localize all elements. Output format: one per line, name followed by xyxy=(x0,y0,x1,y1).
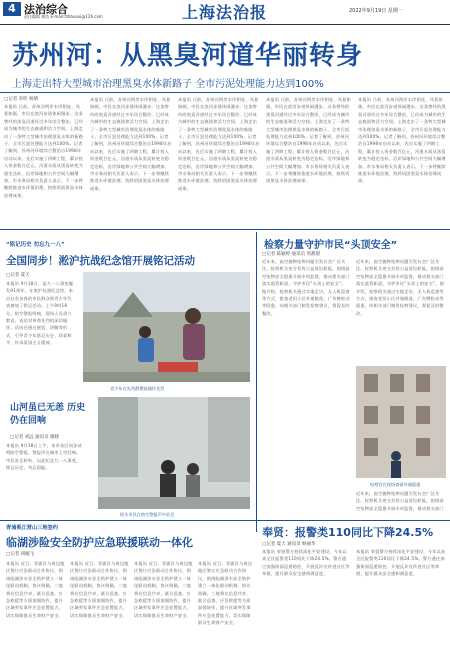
fraud-body-col2: 本报讯 奉贤警方持续深化平安建设，今年以来全区报警类110同比下降24.5%。警方通过加强街面巡逻防控、开展反诈宣传进社区等举措，提升群众安全感和满意度。 xyxy=(356,549,446,577)
masthead xyxy=(0,0,450,25)
lead-body-col2: 本报讯 日前，苏州河两岸水岸相连、风景如画，市民在滨河步道休闲漫步。这条曾经的黑臭河道经过多年综合整治，已经成为城市的生态廊道和活力空间。上海走出了一条特大型城市治理黑臭水体的新路子，全市污泥处理能力达到100%。记者了解到，苏州河环境综合整治自1998年启动以来，先后实施了四期工程，累计投入资金数百亿元，河道水质从黑臭转变为稳定达标，沿岸绿地和公共空间大幅增加。市水务局相关负责人表示，下一步将继续推进水环境治理，持续巩固黑臭水体治理成果。 xyxy=(90,97,172,191)
ww-byline: □记者 夏天 xyxy=(6,273,30,278)
inspect-body-col2: 近年来，高空抛物坠物问题引发社会广泛关注。检察机关充分发挥公益诉讼职能，围绕高空坠物安全隐患开展专项监督，推动相关部门落实监管职责，守护市民“头顶上的安全”。据介绍，检察机关通过实地走访、无人机巡查等方式，排查老旧小区外墙脱落、广告牌松动等隐患，向相关部门制发检察建议，督促及时整改。 xyxy=(356,259,445,316)
lead-byline: □记者 章昕 杨婧 xyxy=(4,97,39,102)
ww-kicker: “铭记历史 勿忘九一八” xyxy=(6,242,65,248)
lead-body-col4: 本报讯 日前，苏州河两岸水岸相连、风景如画，市民在滨河步道休闲漫步。这条曾经的黑臭河道经过多年综合整治，已经成为城市的生态廊道和活力空间。上海走出了一条特大型城市治理黑臭水体的新路子，全市污泥处理能力达到100%。记者了解到，苏州河环境综合整治自1998年启动以来，先后实施了四期工程，累计投入资金数百亿元，河道水质从黑臭转变为稳定达标，沿岸绿地和公共空间大幅增加。市水务局相关负责人表示，下一步将继续推进水环境治理，持续巩固黑臭水体治理成果。 xyxy=(266,97,351,184)
alarm-byline: □记者 刘远 通讯员 谢晓 xyxy=(10,435,60,440)
building-wall-illustration xyxy=(356,366,446,478)
lead-body-col3: 本报讯 日前，苏州河两岸水岸相连、风景如画，市民在滨河步道休闲漫步。这条曾经的黑臭河道经过多年综合整治，已经成为城市的生态廊道和活力空间。上海走出了一条特大型城市治理黑臭水体的新路子，全市污泥处理能力达到100%。记者了解到，苏州河环境综合整治自1998年启动以来，先后实施了四期工程，累计投入资金数百亿元，河道水质从黑臭转变为稳定达标，沿岸绿地和公共空间大幅增加。市水务局相关负责人表示，下一步将继续推进水环境治理，持续巩固黑臭水体治理成果。 xyxy=(178,97,260,191)
lead-headline[interactable]: 苏州河：从黑臭河道华丽转身 xyxy=(12,41,364,71)
issue-date: 2022年9月19日 星期一 xyxy=(349,8,403,14)
youth-body-col1: 本报讯 近日，青浦区与周边地区签订应急联动合作协议，围绕临湖涉水安全防护建立一体化联动机制。协议明确，三地将在信息共享、联合巡查、应急救援等方面加强协作，提升区域突发事件应急处置能力，切实保障群众生命财产安全。 xyxy=(6,561,65,618)
youth-byline: □记者 胡婉飞 xyxy=(6,552,35,557)
fraud-byline: □记者 夏天 通讯员 顾丽华 xyxy=(262,542,316,547)
youth-headline[interactable]: 临湖涉险安全防护应急联援联动一体化 xyxy=(6,536,193,549)
inspect-headline[interactable]: 检察力量守护市民“头顶安全” xyxy=(264,240,398,251)
ww-photo xyxy=(83,272,250,382)
ww-headline[interactable]: 全国同步！淞沪抗战纪念馆开展铭记活动 xyxy=(6,255,195,267)
alarm-headline[interactable]: 山河虽已无恙 历史仍在回响 xyxy=(10,403,86,426)
editor-line: 责任编辑 黄浩 E-mail:fzbhuoxi@126.com xyxy=(24,14,103,19)
section-number: 4 xyxy=(3,2,21,16)
ww-caption: 青少年在先烈群塑前缅怀先烈 xyxy=(110,386,165,391)
lead-divider xyxy=(0,92,450,93)
street-scene-illustration xyxy=(98,397,250,509)
youth-body-col4: 本报讯 近日，青浦区与周边地区签订应急联动合作协议，围绕临湖涉水安全防护建立一体化联动机制。协议明确，三地将在信息共享、联合巡查、应急救援等方面加强协作，提升区域突发事件应急处置能力，切实保障群众生命财产安全。 xyxy=(198,561,253,626)
youth-body-col3: 本报讯 近日，青浦区与周边地区签订应急联动合作协议，围绕临湖涉水安全防护建立一体化联动机制。协议明确，三地将在信息共享、联合巡查、应急救援等方面加强协作，提升区域突发事件应急处置能力，切实保障群众生命财产安全。 xyxy=(134,561,193,618)
lead-subheadline: 上海走出特大型城市治理黑臭水体新路子 全市污泥处理能力达到100% xyxy=(12,79,324,90)
right-column-divider xyxy=(256,232,257,532)
youth-body-col2: 本报讯 近日，青浦区与周边地区签订应急联动合作协议，围绕临湖涉水安全防护建立一体化联动机制。协议明确，三地将在信息共享、联合巡查、应急救援等方面加强协作，提升区域突发事件应急处置能力，切实保障群众生命财产安全。 xyxy=(70,561,129,618)
youth-kicker: 青浦奚江营山三地签约 xyxy=(6,525,58,531)
inspect-photo xyxy=(356,366,446,478)
alarm-body: 本报讯 9月18日上午，本市各区同步试鸣防空警报，警报声在城市上空回响。市民驻足聆听，以此纪念九一八事变，铭记历史，勿忘国耻。 xyxy=(6,443,82,471)
fraud-body-col1: 本报讯 奉贤警方持续深化平安建设，今年以来全区报警类110同比下降24.5%。警方通过加强街面巡逻防控、开展反诈宣传进社区等举措，提升群众安全感和满意度。 xyxy=(262,549,350,577)
inspect-caption: 检察官在现场查看外墙隐患 xyxy=(370,482,421,487)
lead-body-col5: 本报讯 日前，苏州河两岸水岸相连、风景如画，市民在滨河步道休闲漫步。这条曾经的黑臭河道经过多年综合整治，已经成为城市的生态廊道和活力空间。上海走出了一条特大型城市治理黑臭水体的新路子，全市污泥处理能力达到100%。记者了解到，苏州河环境综合整治自1998年启动以来，先后实施了四期工程，累计投入资金数百亿元，河道水质从黑臭转变为稳定达标，沿岸绿地和公共空间大幅增加。市水务局相关负责人表示，下一步将继续推进水环境治理，持续巩固黑臭水体治理成果。 xyxy=(358,97,446,184)
ww-body: 本报讯 9月18日，是九一八事变爆发91周年。在淞沪抗战纪念馆，来自社会各界的市民群众和青少年代表参加了铭记活动。上午9时18分，防空警报鸣响，现场人员肃立默哀，表达对革命先烈的深切缅怀。活动还通过展览、讲解等形式，引导青少年铭记历史、珍爱和平，传承爱国主义精神。 xyxy=(6,281,74,346)
memorial-scene-illustration xyxy=(83,272,250,382)
lead-body-col1: 本报讯 日前，苏州河两岸水岸相连、风景如画，市民在滨河步道休闲漫步。这条曾经的黑臭河道经过多年综合整治，已经成为城市的生态廊道和活力空间。上海走出了一条特大型城市治理黑臭水体的新路子，全市污泥处理能力达到100%。记者了解到，苏州河环境综合整治自1998年启动以来，先后实施了四期工程，累计投入资金数百亿元，河道水质从黑臭转变为稳定达标，沿岸绿地和公共空间大幅增加。市水务局相关负责人表示，下一步将继续推进水环境治理，持续巩固黑臭水体治理成果。 xyxy=(4,104,83,198)
fraud-headline[interactable]: 奉贤：报警类110同比下降24.5% xyxy=(262,526,434,539)
inspect-body-col3: 近年来，高空抛物坠物问题引发社会广泛关注。检察机关充分发挥公益诉讼职能，围绕高空坠物安全隐患开展专项监督，推动相关部门 xyxy=(356,491,444,511)
alarm-photo xyxy=(98,397,250,509)
alarm-caption: 街头市民在防空警报声中驻足 xyxy=(120,512,175,517)
section-name: 法治综合 xyxy=(24,3,68,16)
newspaper-logo: 上海法治报 xyxy=(182,3,268,22)
inspect-body-col1: 近年来，高空抛物坠物问题引发社会广泛关注。检察机关充分发挥公益诉讼职能，围绕高空坠物安全隐患开展专项监督，推动相关部门落实监管职责，守护市民“头顶上的安全”。据介绍，检察机关通过实地走访、无人机巡查等方式，排查老旧小区外墙脱落、广告牌松动等隐患，向相关部门制发检察建议，督促及时整改。 xyxy=(262,259,350,316)
lead-bottom-divider xyxy=(0,229,450,230)
lower-divider xyxy=(0,520,450,521)
inspect-byline: □记者 陈颖婷 通讯员 周甜甜 xyxy=(262,252,321,257)
